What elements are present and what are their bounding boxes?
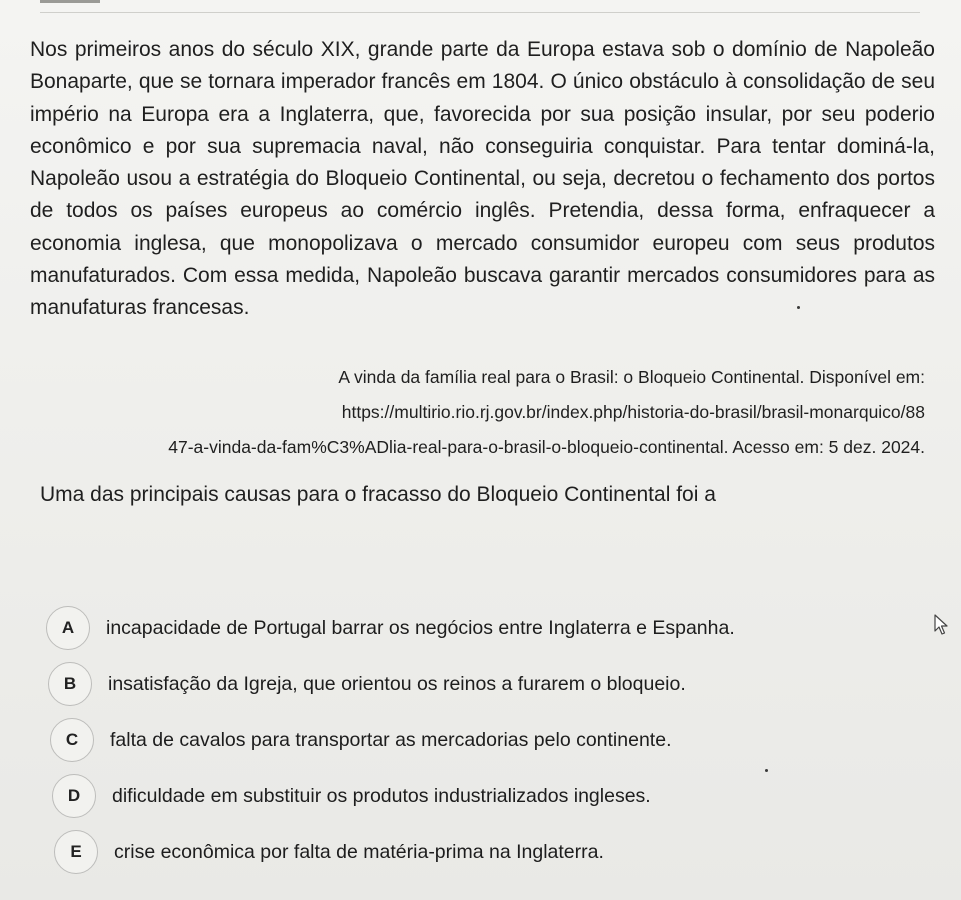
option-b-letter[interactable]: B (48, 662, 92, 706)
option-b-text[interactable]: insatisfação da Igreja, que orientou os reinos a furarem o bloqueio. (108, 672, 686, 695)
passage-text: Nos primeiros anos do século XIX, grande parte da Europa estava sob o domínio de Napoleão Bonaparte, que se tornara imperador francês em 1804. O único obstáculo à consolidação de seu império na Europa era a Inglaterra, que, favorecida por sua posição insular, por seu poderio econômico e por sua supremacia naval, não conseguiria conquistar. Para tentar dominá-la, Napoleão usou a estratégia do Bloqueio Continental, ou seja, decretou o fechamento dos portos de todos os países europeus ao comércio inglês. Pretendia, dessa forma, enfraquecer a economia inglesa, que monopolizava o mercado consumidor europeu com seus produtos manufaturados. Com essa medida, Napoleão buscava garantir mercados consumidores para as manufaturas francesas. (30, 38, 935, 320)
page-top-edge (40, 0, 100, 3)
dust-speck (765, 769, 768, 772)
page-divider (40, 12, 920, 13)
option-a-letter[interactable]: A (46, 606, 90, 650)
citation-line-3: 47-a-vinda-da-fam%C3%ADlia-real-para-o-brasil-o-bloqueio-continental. Acesso em: 5 dez. 2024. (168, 437, 925, 457)
mouse-pointer-icon (934, 614, 950, 636)
option-d-text[interactable]: dificuldade em substituir os produtos industrializados ingleses. (112, 784, 651, 807)
option-b[interactable] (48, 656, 920, 712)
option-a-text[interactable]: incapacidade de Portugal barrar os negócios entre Inglaterra e Espanha. (106, 616, 735, 639)
option-d-letter[interactable]: D (52, 774, 96, 818)
citation-url: https://multirio.rio.rj.gov.br/index.php/historia-do-brasil/brasil-monarquico/88 (341, 402, 925, 422)
option-c-text[interactable]: falta de cavalos para transportar as mercadorias pelo continente. (110, 728, 672, 751)
option-c[interactable] (50, 712, 920, 768)
answer-options (40, 600, 920, 880)
option-d[interactable] (52, 768, 920, 824)
dust-speck (797, 306, 800, 309)
option-e[interactable] (54, 824, 920, 880)
source-citation (150, 360, 925, 465)
option-e-letter[interactable]: E (54, 830, 98, 874)
option-e-text[interactable]: crise econômica por falta de matéria-prima na Inglaterra. (114, 840, 604, 863)
option-c-letter[interactable]: C (50, 718, 94, 762)
option-a[interactable] (46, 600, 920, 656)
question-stem: Uma das principais causas para o fracasso do Bloqueio Continental foi a (40, 483, 716, 506)
citation-line-1: A vinda da família real para o Brasil: o Bloqueio Continental. Disponível em: (338, 367, 925, 387)
